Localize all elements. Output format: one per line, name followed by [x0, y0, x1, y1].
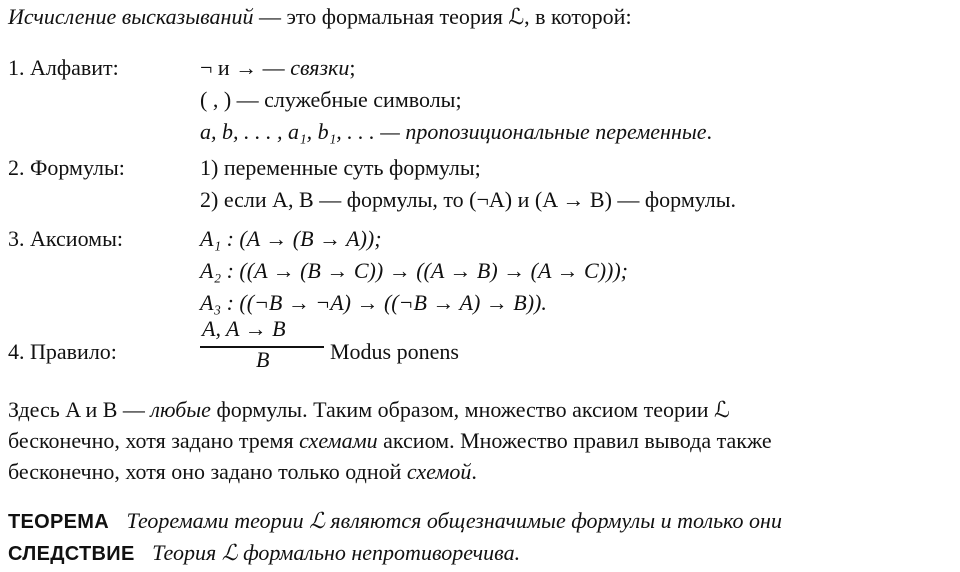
paragraph-line-2-post: аксиом. Множество правил вывода также: [377, 428, 772, 453]
theorem-text: Теоремами теории ℒ являются общезначимые формулы и только они: [126, 508, 782, 533]
axiom-3: A₃ : ((¬B → ¬A) → ((¬B → A) → B)).: [200, 290, 547, 315]
alphabet-line-2: [200, 89, 462, 111]
rule-name: Modus ponens: [330, 339, 459, 364]
paragraph-line-3-post: .: [471, 459, 477, 484]
corollary-text: Теория ℒ формально непротиворечива.: [152, 540, 521, 565]
item-label-alphabet: 1. Алфавит:: [8, 55, 119, 80]
alphabet-line-1-post: ;: [349, 55, 356, 80]
paragraph-line-1-post: формулы. Таким образом, множество аксиом теории ℒ: [210, 397, 730, 422]
theorem-line: [8, 510, 782, 532]
corollary-label: СЛЕДСТВИЕ: [8, 543, 135, 565]
item-label-formulas: 2. Формулы:: [8, 155, 125, 180]
paragraph-line-3: [8, 461, 477, 483]
paragraph-line-3-em: схемой: [406, 459, 472, 484]
intro-rest: — это формальная теория ℒ, в которой:: [253, 4, 632, 29]
paragraph-line-1: [8, 399, 730, 421]
alphabet-line-1-em: связки: [290, 55, 350, 80]
formulas-line-1: 1) переменные суть формулы;: [200, 155, 481, 180]
paragraph-line-1-pre: Здесь A и B —: [8, 397, 151, 422]
axiom-1: A₁ : (A → (B → A));: [200, 226, 382, 251]
alphabet-line-3-text: a, b, . . . , a₁, b₁, . . . —: [200, 119, 406, 144]
rule-denominator: B: [256, 347, 270, 372]
paragraph-line-2-em: схемами: [299, 428, 378, 453]
formulas-line-2: 2) если A, B — формулы, то (¬A) и (A → B) — формулы.: [200, 187, 737, 212]
paragraph-line-3-pre: бесконечно, хотя оно задано только одной: [8, 459, 407, 484]
intro-term: Исчисление высказываний: [8, 4, 254, 29]
item-label-rule: 4. Правило:: [8, 339, 117, 364]
paragraph-line-1-em: любые: [150, 397, 211, 422]
alphabet-line-3: [200, 121, 712, 143]
alphabet-line-1-text: ¬ и → —: [200, 55, 291, 80]
paragraph-line-2: [8, 430, 772, 452]
intro-line: [8, 6, 632, 28]
theorem-label: ТЕОРЕМА: [8, 511, 109, 533]
alphabet-line-2-text: ( , ) — служебные символы;: [200, 87, 462, 112]
item-label-axioms: 3. Аксиомы:: [8, 226, 123, 251]
rule-numerator: A, A → B: [202, 316, 286, 341]
alphabet-line-1: [200, 57, 355, 79]
corollary-line: [8, 542, 520, 564]
alphabet-line-3-em: пропозициональные переменные: [405, 119, 707, 144]
paragraph-line-2-pre: бесконечно, хотя задано тремя: [8, 428, 300, 453]
alphabet-line-3-post: .: [706, 119, 713, 144]
axiom-2: A₂ : ((A → (B → C)) → ((A → B) → (A → C)));: [200, 258, 629, 283]
